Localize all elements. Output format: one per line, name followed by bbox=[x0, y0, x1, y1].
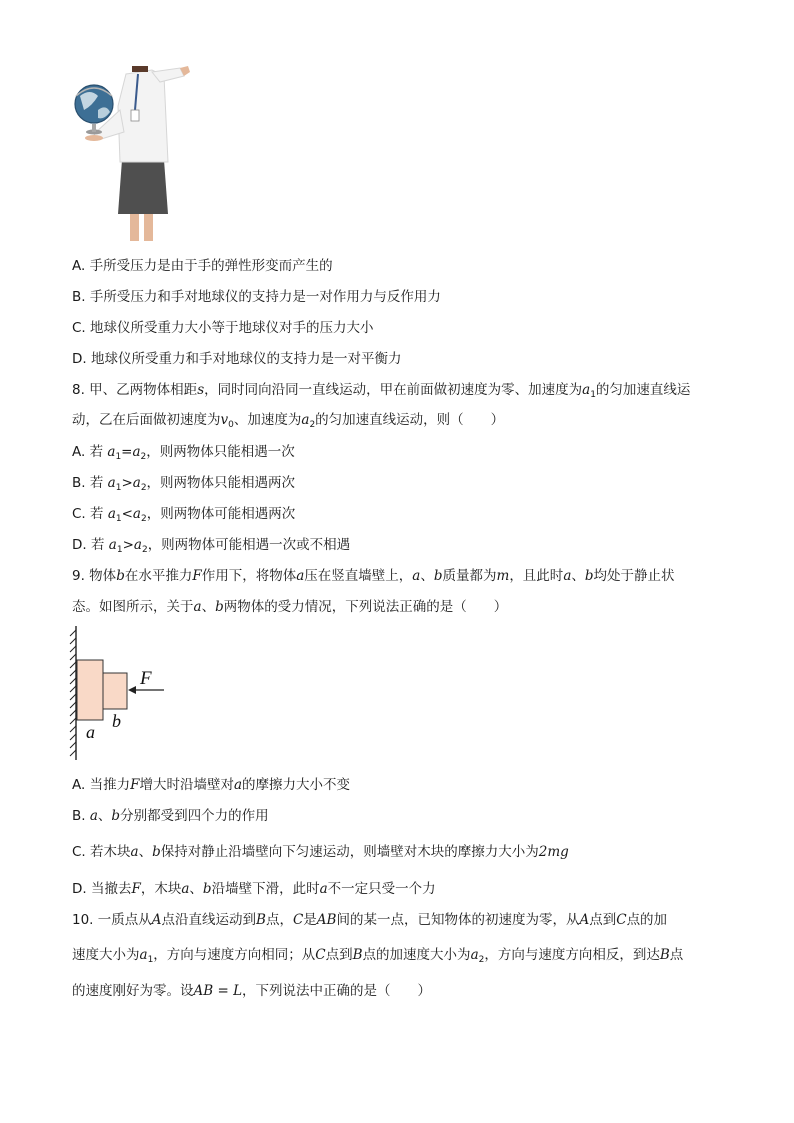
q10-text: 点到 bbox=[325, 947, 353, 963]
q8-sub: 1 bbox=[115, 514, 122, 524]
q9-text: 、 bbox=[201, 599, 216, 615]
q10-text: 是 bbox=[303, 912, 317, 928]
q9-var-b: b bbox=[116, 568, 125, 584]
q9-var-m: m bbox=[496, 568, 510, 584]
q10-var-c: C bbox=[616, 912, 627, 928]
q10-text: 间的某一点，已知物体的初速度为零，从 bbox=[336, 912, 580, 928]
q8-sub: 1 bbox=[115, 483, 122, 493]
q10-equation: AB = L bbox=[193, 983, 243, 999]
q10-var-b: B bbox=[659, 947, 670, 963]
q8-var-v: v bbox=[220, 412, 229, 428]
q8-var-a: a bbox=[107, 444, 116, 460]
q9-text: 两物体的受力情况，下列说法正确的是（ ） bbox=[223, 599, 508, 615]
q7-option-a[interactable]: A. 手所受压力是由于手的弹性形变而产生的 bbox=[72, 258, 333, 274]
label-f: F bbox=[140, 668, 152, 689]
q9-stem-line-2 bbox=[72, 597, 507, 617]
q10-sub: 2 bbox=[478, 955, 485, 965]
q10-text: 点到 bbox=[589, 912, 617, 928]
q10-text: ，方向与速度方向相反，到达 bbox=[484, 947, 660, 963]
q8-relation: < bbox=[121, 506, 133, 522]
q9-var-b: b bbox=[584, 568, 594, 584]
q8-text: 的匀加速直线运 bbox=[595, 382, 691, 398]
hatched-wall bbox=[70, 626, 76, 760]
label-a: a bbox=[86, 722, 95, 742]
q8-var-a: a bbox=[301, 412, 310, 428]
q9-var-b: b bbox=[152, 844, 161, 860]
block-b bbox=[103, 673, 127, 709]
q9-var-a: a bbox=[89, 808, 98, 824]
q8-option-text: ，则两物体可能相遇两次 bbox=[146, 506, 296, 522]
q10-stem-line-3 bbox=[72, 981, 431, 1001]
q10-var-a: A bbox=[151, 912, 162, 928]
q9-friction-value: 2mg bbox=[538, 844, 569, 860]
q9-option-text: 、 bbox=[97, 808, 112, 824]
q9-text: 、 bbox=[571, 568, 585, 584]
q9-text: 质量都为 bbox=[442, 568, 497, 584]
q8-option-prefix: C. 若 bbox=[72, 506, 108, 522]
q10-text: 点， bbox=[265, 912, 293, 928]
q8-sub: 2 bbox=[140, 514, 147, 524]
q8-stem-line-2 bbox=[72, 410, 504, 435]
q9-stem-line-1 bbox=[72, 566, 675, 586]
q8-var-a: a bbox=[132, 506, 141, 522]
q10-stem-line-2 bbox=[72, 945, 683, 970]
q10-text: ，下列说法中正确的是（ ） bbox=[242, 983, 432, 999]
q8-option-c[interactable] bbox=[72, 504, 295, 529]
q9-text: 在水平推力 bbox=[124, 568, 193, 584]
q10-text: ，方向与速度方向相同；从 bbox=[153, 947, 316, 963]
q9-var-a: a bbox=[130, 844, 139, 860]
q8-text: ，同时同向沿同一直线运动，甲在前面做初速度为零、加速度为 bbox=[204, 382, 583, 398]
q10-text: 点沿直线运动到 bbox=[161, 912, 257, 928]
q9-var-a: a bbox=[319, 881, 328, 897]
q10-var-c: C bbox=[292, 912, 304, 928]
q9-var-b: b bbox=[111, 808, 121, 824]
q9-option-text: 沿墙壁下滑，此时 bbox=[211, 881, 320, 897]
q9-var-a: a bbox=[563, 568, 572, 584]
wall-blocks-force-diagram bbox=[66, 622, 176, 764]
q10-stem-line-1 bbox=[72, 910, 667, 930]
q9-var-f: F bbox=[131, 881, 141, 897]
q9-var-b: b bbox=[215, 599, 224, 615]
q8-var-a: a bbox=[107, 506, 116, 522]
q8-sub: 1 bbox=[116, 545, 123, 555]
q8-option-b[interactable] bbox=[72, 473, 295, 498]
q9-option-text: D. 当撤去 bbox=[72, 881, 132, 897]
q9-var-b: b bbox=[433, 568, 443, 584]
force-arrowhead bbox=[128, 686, 136, 694]
q10-var-ab: AB bbox=[316, 912, 337, 928]
q9-option-text: B. bbox=[72, 808, 90, 824]
q9-var-a: a bbox=[233, 777, 243, 793]
q8-text: 甲、乙两物体相距 bbox=[84, 382, 198, 398]
q8-option-prefix: A. 若 bbox=[72, 444, 108, 460]
q8-option-prefix: B. 若 bbox=[72, 475, 108, 491]
q9-var-b: b bbox=[202, 881, 212, 897]
q9-option-text: 、 bbox=[138, 844, 153, 860]
q9-option-text: 不一定只受一个力 bbox=[327, 881, 436, 897]
q9-option-text: 保持对静止沿墙壁向下匀速运动，则墙壁对木块的摩擦力大小为 bbox=[160, 844, 539, 860]
q8-sub: 1 bbox=[115, 452, 122, 462]
q7-option-b[interactable]: B. 手所受压力和手对地球仪的支持力是一对作用力与反作用力 bbox=[72, 289, 441, 305]
q8-stem-line-1 bbox=[72, 380, 690, 405]
q10-text: 点 bbox=[669, 947, 684, 963]
q10-number: 10. bbox=[72, 912, 94, 928]
q10-var-a: A bbox=[579, 912, 590, 928]
q9-text: 均处于静止状 bbox=[593, 568, 675, 584]
q9-var-f: F bbox=[130, 777, 140, 793]
q9-text: 物体 bbox=[84, 568, 117, 584]
q8-var-a: a bbox=[133, 537, 142, 553]
q9-option-a[interactable] bbox=[72, 775, 350, 795]
q8-sub: 2 bbox=[140, 483, 147, 493]
q9-var-a: a bbox=[193, 599, 202, 615]
block-a bbox=[77, 660, 103, 720]
q9-option-text: 的摩擦力大小不变 bbox=[242, 777, 351, 793]
woman-holding-globe-image bbox=[72, 66, 190, 241]
q10-var-c: C bbox=[315, 947, 326, 963]
q8-var-a: a bbox=[582, 382, 591, 398]
q9-var-a: a bbox=[412, 568, 421, 584]
q9-number: 9. bbox=[72, 568, 85, 584]
q9-option-text: 增大时沿墙壁对 bbox=[139, 777, 234, 793]
q10-text: 点的加速度大小为 bbox=[362, 947, 471, 963]
q10-text: 速度大小为 bbox=[72, 947, 140, 963]
q8-sub: 1 bbox=[590, 390, 596, 400]
q9-text: 压在竖直墙壁上， bbox=[304, 568, 413, 584]
q8-var-a: a bbox=[108, 537, 117, 553]
q10-text: 一质点从 bbox=[93, 912, 152, 928]
q8-var-a: a bbox=[132, 475, 141, 491]
q8-sub: 2 bbox=[140, 452, 147, 462]
q9-var-a: a bbox=[181, 881, 190, 897]
q10-text: 点的加 bbox=[626, 912, 668, 928]
q8-number: 8. bbox=[72, 382, 85, 398]
q9-text: 、 bbox=[420, 568, 434, 584]
q9-var-f: F bbox=[192, 568, 202, 584]
q9-text: ，且此时 bbox=[509, 568, 564, 584]
q8-option-a[interactable] bbox=[72, 442, 295, 467]
q8-option-text: ，则两物体只能相遇两次 bbox=[146, 475, 296, 491]
q9-text: 态。如图所示，关于 bbox=[72, 599, 194, 615]
q8-var-s: s bbox=[197, 382, 205, 398]
q10-var-b: B bbox=[256, 912, 266, 928]
q9-var-a: a bbox=[296, 568, 305, 584]
q8-text: 动，乙在后面做初速度为 bbox=[72, 412, 221, 428]
q9-option-text: 分别都受到四个力的作用 bbox=[120, 808, 269, 824]
q8-sub: 0 bbox=[228, 420, 234, 430]
q9-option-c[interactable] bbox=[72, 842, 569, 862]
q9-option-b[interactable] bbox=[72, 806, 269, 826]
q8-option-text: ，则两物体可能相遇一次或不相遇 bbox=[147, 537, 351, 553]
q8-var-a: a bbox=[107, 475, 116, 491]
q9-option-text: C. 若木块 bbox=[72, 844, 131, 860]
q9-option-text: ，木块 bbox=[140, 881, 182, 897]
q8-text: 的匀加速直线运动，则（ ） bbox=[315, 412, 505, 428]
q7-option-c[interactable]: C. 地球仪所受重力大小等于地球仪对手的压力大小 bbox=[72, 320, 374, 336]
q9-option-text: 、 bbox=[189, 881, 203, 897]
q9-option-d[interactable] bbox=[72, 879, 436, 899]
q9-text: 作用下，将物体 bbox=[201, 568, 297, 584]
q10-var-a-accel: a bbox=[470, 947, 479, 963]
q10-text: 的速度刚好为零。设 bbox=[72, 983, 194, 999]
q8-option-prefix: D. 若 bbox=[72, 537, 109, 553]
label-b: b bbox=[112, 711, 121, 731]
q8-option-text: ，则两物体只能相遇一次 bbox=[146, 444, 295, 460]
q9-option-text: A. 当推力 bbox=[72, 777, 131, 793]
q7-option-d[interactable]: D. 地球仪所受重力和手对地球仪的支持力是一对平衡力 bbox=[72, 351, 402, 367]
q8-option-d[interactable] bbox=[72, 535, 350, 560]
q8-relation: > bbox=[121, 475, 133, 491]
q8-relation: > bbox=[122, 537, 134, 553]
q10-var-a-accel: a bbox=[139, 947, 148, 963]
q10-sub: 1 bbox=[147, 955, 154, 965]
q8-text: 、加速度为 bbox=[233, 412, 302, 428]
q8-relation: = bbox=[121, 444, 133, 460]
q8-sub: 2 bbox=[309, 420, 316, 430]
q8-sub: 2 bbox=[141, 545, 148, 555]
q10-var-b: B bbox=[352, 947, 363, 963]
q8-var-a: a bbox=[132, 444, 141, 460]
